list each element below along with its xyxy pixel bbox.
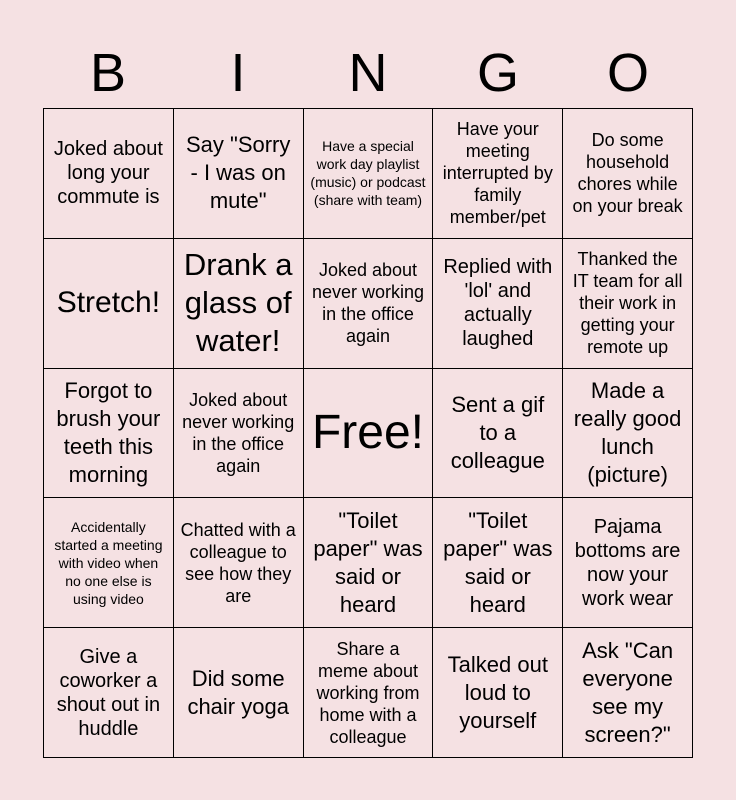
bingo-cell[interactable]: Have a special work day playlist (music) or podcast (share with team): [304, 109, 434, 239]
header-letter-g: G: [476, 43, 519, 103]
bingo-card-grid: [43, 108, 693, 758]
bingo-cell[interactable]: Give a coworker a shout out in huddle: [44, 628, 174, 758]
header-letter-b: B: [89, 43, 127, 103]
bingo-cell[interactable]: "Toilet paper" was said or heard: [304, 498, 434, 628]
bingo-cell[interactable]: Chatted with a colleague to see how they are: [174, 498, 304, 628]
bingo-cell[interactable]: Joked about never working in the office again: [304, 239, 434, 369]
header-letter-n: N: [348, 43, 388, 103]
bingo-header: [43, 40, 693, 106]
bingo-cell[interactable]: Share a meme about working from home with a colleague: [304, 628, 434, 758]
bingo-cell[interactable]: "Toilet paper" was said or heard: [433, 498, 563, 628]
free-space-cell[interactable]: Free!: [304, 369, 434, 499]
bingo-cell[interactable]: Thanked the IT team for all their work in getting your remote up: [563, 239, 693, 369]
bingo-cell[interactable]: Made a really good lunch (picture): [563, 369, 693, 499]
bingo-cell[interactable]: Talked out loud to yourself: [433, 628, 563, 758]
bingo-cell[interactable]: Stretch!: [44, 239, 174, 369]
bingo-cell[interactable]: Joked about never working in the office again: [174, 369, 304, 499]
bingo-cell[interactable]: Joked about long your commute is: [44, 109, 174, 239]
bingo-cell[interactable]: Drank a glass of water!: [174, 239, 304, 369]
bingo-cell[interactable]: Forgot to brush your teeth this morning: [44, 369, 174, 499]
bingo-cell[interactable]: Ask "Can everyone see my screen?": [563, 628, 693, 758]
bingo-cell[interactable]: Say "Sorry - I was on mute": [174, 109, 304, 239]
header-letter-i: I: [230, 43, 246, 103]
bingo-cell[interactable]: Do some household chores while on your break: [563, 109, 693, 239]
bingo-cell[interactable]: Sent a gif to a colleague: [433, 369, 563, 499]
bingo-cell[interactable]: Accidentally started a meeting with video when no one else is using video: [44, 498, 174, 628]
header-letter-o: O: [606, 43, 649, 103]
bingo-cell[interactable]: Did some chair yoga: [174, 628, 304, 758]
bingo-cell[interactable]: Pajama bottoms are now your work wear: [563, 498, 693, 628]
bingo-cell[interactable]: Have your meeting interrupted by family member/pet: [433, 109, 563, 239]
bingo-cell[interactable]: Replied with 'lol' and actually laughed: [433, 239, 563, 369]
